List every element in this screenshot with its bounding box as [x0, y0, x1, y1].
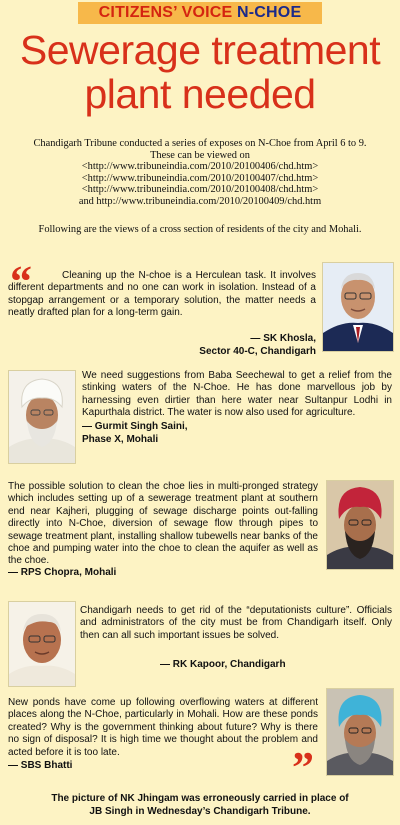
intro-paragraph: [10, 138, 390, 207]
view-signature-chopra: [8, 567, 208, 580]
view-signature-khosla: [180, 333, 316, 358]
portrait-icon: [323, 263, 393, 351]
portrait-icon: [327, 689, 393, 775]
view-text-kapoor: Chandigarh needs to get rid of the “deputationists culture”. Officials and administrators of the city must be from Chandigarh itself. Only then can all such important issues be solved.: [80, 605, 392, 641]
photo-gurmit-singh-saini: [8, 370, 76, 464]
open-quote-mark: “: [10, 257, 32, 306]
view-place: Phase X, Mohali: [82, 433, 159, 445]
following-line: Following are the views of a cross section of residents of the city and Mohali.: [38, 224, 362, 235]
banner-text-n-choe: N-CHOE: [237, 4, 302, 21]
view-text-khosla: Cleaning up the N-choe is a Herculean task. It involves different departments and no one can work in isolation. Instead of a stopgap arrangement or a temporary solution, the matter needs a neatly drafted plan for a long-term gain.: [8, 270, 316, 319]
intro-line: These can be viewed on: [150, 149, 250, 161]
intro-link[interactable]: and http://www.tribuneindia.com/2010/20100409/chd.htm: [78, 195, 322, 207]
portrait-icon: [327, 481, 393, 569]
view-name: — RK Kapoor, Chandigarh: [160, 659, 286, 670]
photo-rps-chopra: [326, 480, 394, 570]
photo-rk-kapoor: [8, 601, 76, 687]
view-signature-saini: [82, 421, 282, 446]
close-quote-mark: ”: [292, 743, 314, 792]
view-name: — SBS Bhatti: [8, 760, 73, 771]
view-name: — Gurmit Singh Saini,: [82, 421, 188, 432]
photo-sk-khosla: [322, 262, 394, 352]
portrait-icon: [9, 371, 75, 463]
banner-text-citizens-voice: CITIZENS’ VOICE: [98, 4, 238, 21]
portrait-icon: [9, 602, 75, 686]
view-signature-kapoor: [160, 659, 360, 672]
correction-line-1: The picture of NK Jhingam was erroneously carried in place of: [51, 793, 349, 804]
view-text-chopra: The possible solution to clean the choe lies in multi-pronged strategy which includes setting up of a sewerage treatment plant at southern end near Kajheri, plugging of sewage discharge points out-falling directly into N-Choe, diversion of sewage flow through pipes to sewage treatment plant, installing shallow tubewells near banks of the choe and pumping water into the choe to clean the aquifer as well as the choe.: [8, 481, 318, 567]
headline-line-2: plant needed: [84, 71, 316, 117]
view-signature-bhatti: [8, 760, 208, 773]
view-text-bhatti: New ponds have come up following overflowing waters at different places along the N-Choe, particularly in Mohali. How are these ponds created? Why is the government thinking about future? Why is there no sign of disposal? It is high time we thought about the problem and acted before it is too late.: [8, 697, 318, 758]
view-place: Sector 40-C, Chandigarh: [199, 345, 316, 357]
correction-note: [30, 792, 370, 818]
intro-link[interactable]: <http://www.tribuneindia.com/2010/20100408/chd.htm>: [81, 184, 319, 195]
correction-line-2: JB Singh in Wednesday’s Chandigarh Tribune.: [89, 806, 311, 817]
section-banner: [78, 2, 322, 24]
headline-line-1: Sewerage treatment: [19, 27, 381, 73]
view-name: — RPS Chopra, Mohali: [8, 567, 117, 578]
intro-link[interactable]: <http://www.tribuneindia.com/2010/20100406/chd.htm>: [81, 161, 319, 172]
view-text-saini: We need suggestions from Baba Seechewal to get a relief from the stinking waters of the N-Choe. He has done marvellous job by harnessing even dirtier than here water near Sultanpur Lodhi in Kapurthala district. The water is now also used for agriculture.: [82, 370, 392, 419]
view-name: — SK Khosla,: [250, 333, 316, 344]
intro-line: Chandigarh Tribune conducted a series of exposes on N-Choe from April 6 to 9.: [33, 138, 367, 149]
intro-link[interactable]: <http://www.tribuneindia.com/2010/20100407/chd.htm>: [81, 172, 319, 184]
photo-sbs-bhatti: [326, 688, 394, 776]
page-headline: [0, 28, 400, 116]
